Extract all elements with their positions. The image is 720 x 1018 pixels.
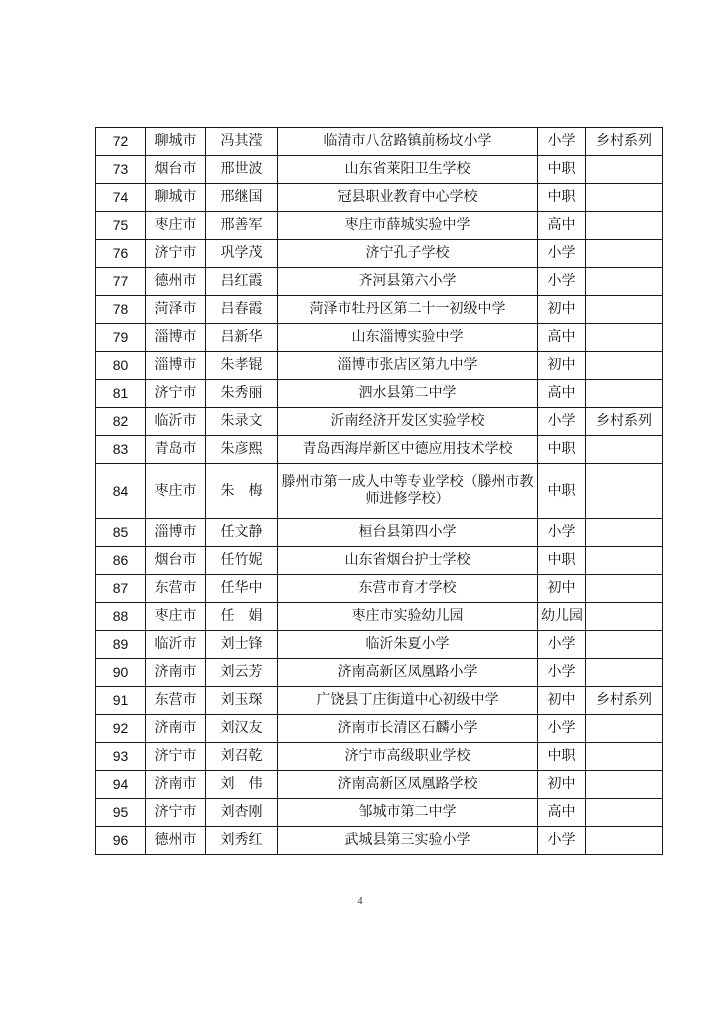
row-number: 83 <box>96 436 146 464</box>
school-cell: 枣庄市薛城实验中学 <box>278 212 538 240</box>
teacher-name-cell: 邢继国 <box>206 184 278 212</box>
school-cell: 桓台县第四小学 <box>278 519 538 547</box>
row-number: 96 <box>96 827 146 855</box>
note-cell <box>586 156 663 184</box>
table-row <box>96 408 663 436</box>
school-cell: 济宁市高级职业学校 <box>278 743 538 771</box>
school-level-cell: 小学 <box>538 408 586 436</box>
row-number: 86 <box>96 547 146 575</box>
city-cell: 枣庄市 <box>146 603 206 631</box>
teacher-list-table <box>95 127 663 855</box>
school-cell: 广饶县丁庄街道中心初级中学 <box>278 687 538 715</box>
school-level-cell: 小学 <box>538 128 586 156</box>
row-number: 95 <box>96 799 146 827</box>
table-row <box>96 128 663 156</box>
school-level-cell: 中职 <box>538 464 586 519</box>
school-cell: 枣庄市实验幼儿园 <box>278 603 538 631</box>
school-level-cell: 初中 <box>538 687 586 715</box>
school-level-cell: 中职 <box>538 184 586 212</box>
city-cell: 菏泽市 <box>146 296 206 324</box>
row-number: 92 <box>96 715 146 743</box>
row-number: 93 <box>96 743 146 771</box>
city-cell: 淄博市 <box>146 519 206 547</box>
teacher-name-cell: 任 娟 <box>206 603 278 631</box>
teacher-name-cell: 任竹妮 <box>206 547 278 575</box>
table-row <box>96 715 663 743</box>
teacher-name-cell: 朱秀丽 <box>206 380 278 408</box>
school-level-cell: 小学 <box>538 268 586 296</box>
note-cell <box>586 464 663 519</box>
school-level-cell: 初中 <box>538 352 586 380</box>
city-cell: 聊城市 <box>146 184 206 212</box>
school-level-cell: 初中 <box>538 771 586 799</box>
table-row <box>96 352 663 380</box>
school-cell: 菏泽市牡丹区第二十一初级中学 <box>278 296 538 324</box>
note-cell <box>586 827 663 855</box>
row-number: 81 <box>96 380 146 408</box>
row-number: 90 <box>96 659 146 687</box>
row-number: 82 <box>96 408 146 436</box>
table-body <box>96 128 663 855</box>
note-cell <box>586 268 663 296</box>
teacher-name-cell: 冯其滢 <box>206 128 278 156</box>
school-cell: 山东省烟台护士学校 <box>278 547 538 575</box>
city-cell: 临沂市 <box>146 631 206 659</box>
school-cell: 滕州市第一成人中等专业学校（滕州市教师进修学校） <box>278 464 538 519</box>
city-cell: 济宁市 <box>146 743 206 771</box>
school-cell: 临沂朱夏小学 <box>278 631 538 659</box>
school-cell: 济南市长清区石麟小学 <box>278 715 538 743</box>
table-row <box>96 240 663 268</box>
row-number: 76 <box>96 240 146 268</box>
row-number: 72 <box>96 128 146 156</box>
city-cell: 德州市 <box>146 827 206 855</box>
table-row <box>96 659 663 687</box>
school-cell: 武城县第三实验小学 <box>278 827 538 855</box>
table-row <box>96 380 663 408</box>
note-cell <box>586 547 663 575</box>
city-cell: 聊城市 <box>146 128 206 156</box>
city-cell: 淄博市 <box>146 324 206 352</box>
school-level-cell: 小学 <box>538 659 586 687</box>
school-level-cell: 中职 <box>538 156 586 184</box>
school-level-cell: 中职 <box>538 547 586 575</box>
table-row <box>96 156 663 184</box>
row-number: 73 <box>96 156 146 184</box>
teacher-name-cell: 刘 伟 <box>206 771 278 799</box>
row-number: 88 <box>96 603 146 631</box>
school-level-cell: 小学 <box>538 631 586 659</box>
teacher-name-cell: 邢善军 <box>206 212 278 240</box>
note-cell <box>586 631 663 659</box>
city-cell: 烟台市 <box>146 156 206 184</box>
page-number: 4 <box>357 896 363 907</box>
school-level-cell: 中职 <box>538 436 586 464</box>
city-cell: 临沂市 <box>146 408 206 436</box>
note-cell: 乡村系列 <box>586 687 663 715</box>
school-level-cell: 中职 <box>538 743 586 771</box>
school-level-cell: 小学 <box>538 240 586 268</box>
table-row <box>96 464 663 519</box>
teacher-name-cell: 刘召乾 <box>206 743 278 771</box>
school-cell: 济宁孔子学校 <box>278 240 538 268</box>
note-cell <box>586 212 663 240</box>
table-row <box>96 324 663 352</box>
note-cell <box>586 519 663 547</box>
table-row <box>96 268 663 296</box>
row-number: 77 <box>96 268 146 296</box>
school-cell: 东营市育才学校 <box>278 575 538 603</box>
table-row <box>96 771 663 799</box>
city-cell: 德州市 <box>146 268 206 296</box>
school-level-cell: 小学 <box>538 715 586 743</box>
school-cell: 泗水县第二中学 <box>278 380 538 408</box>
note-cell <box>586 715 663 743</box>
note-cell <box>586 380 663 408</box>
city-cell: 烟台市 <box>146 547 206 575</box>
city-cell: 济南市 <box>146 659 206 687</box>
table-row <box>96 743 663 771</box>
teacher-name-cell: 刘士锋 <box>206 631 278 659</box>
table-row <box>96 296 663 324</box>
school-level-cell: 高中 <box>538 380 586 408</box>
school-level-cell: 高中 <box>538 212 586 240</box>
school-level-cell: 小学 <box>538 519 586 547</box>
school-cell: 山东省莱阳卫生学校 <box>278 156 538 184</box>
school-cell: 淄博市张店区第九中学 <box>278 352 538 380</box>
school-level-cell: 初中 <box>538 296 586 324</box>
school-cell: 青岛西海岸新区中德应用技术学校 <box>278 436 538 464</box>
city-cell: 青岛市 <box>146 436 206 464</box>
row-number: 85 <box>96 519 146 547</box>
table-row <box>96 687 663 715</box>
school-cell: 邹城市第二中学 <box>278 799 538 827</box>
city-cell: 济宁市 <box>146 799 206 827</box>
school-level-cell: 高中 <box>538 324 586 352</box>
teacher-name-cell: 巩学茂 <box>206 240 278 268</box>
note-cell <box>586 603 663 631</box>
row-number: 80 <box>96 352 146 380</box>
row-number: 94 <box>96 771 146 799</box>
note-cell <box>586 771 663 799</box>
city-cell: 枣庄市 <box>146 212 206 240</box>
table-row <box>96 547 663 575</box>
table-row <box>96 603 663 631</box>
city-cell: 济宁市 <box>146 380 206 408</box>
row-number: 84 <box>96 464 146 519</box>
city-cell: 淄博市 <box>146 352 206 380</box>
teacher-name-cell: 吕新华 <box>206 324 278 352</box>
teacher-name-cell: 吕红霞 <box>206 268 278 296</box>
school-cell: 山东淄博实验中学 <box>278 324 538 352</box>
school-level-cell: 幼儿园 <box>538 603 586 631</box>
city-cell: 枣庄市 <box>146 464 206 519</box>
note-cell <box>586 659 663 687</box>
school-level-cell: 高中 <box>538 799 586 827</box>
teacher-name-cell: 朱 梅 <box>206 464 278 519</box>
teacher-name-cell: 刘云芳 <box>206 659 278 687</box>
teacher-name-cell: 任文静 <box>206 519 278 547</box>
table-row <box>96 575 663 603</box>
table-row <box>96 212 663 240</box>
table-row <box>96 631 663 659</box>
row-number: 75 <box>96 212 146 240</box>
table-row <box>96 436 663 464</box>
teacher-name-cell: 刘玉琛 <box>206 687 278 715</box>
teacher-name-cell: 朱孝锟 <box>206 352 278 380</box>
note-cell <box>586 296 663 324</box>
table-row <box>96 799 663 827</box>
teacher-name-cell: 刘汉友 <box>206 715 278 743</box>
table-row <box>96 827 663 855</box>
teacher-name-cell: 任华中 <box>206 575 278 603</box>
note-cell <box>586 743 663 771</box>
row-number: 79 <box>96 324 146 352</box>
school-cell: 济南高新区凤凰路学校 <box>278 771 538 799</box>
note-cell <box>586 436 663 464</box>
city-cell: 济宁市 <box>146 240 206 268</box>
city-cell: 济南市 <box>146 771 206 799</box>
city-cell: 东营市 <box>146 575 206 603</box>
row-number: 74 <box>96 184 146 212</box>
teacher-name-cell: 邢世波 <box>206 156 278 184</box>
note-cell: 乡村系列 <box>586 128 663 156</box>
school-cell: 济南高新区凤凰路小学 <box>278 659 538 687</box>
city-cell: 东营市 <box>146 687 206 715</box>
note-cell: 乡村系列 <box>586 408 663 436</box>
school-cell: 齐河县第六小学 <box>278 268 538 296</box>
note-cell <box>586 240 663 268</box>
note-cell <box>586 184 663 212</box>
table-row <box>96 519 663 547</box>
row-number: 89 <box>96 631 146 659</box>
city-cell: 济南市 <box>146 715 206 743</box>
school-cell: 临清市八岔路镇前杨坟小学 <box>278 128 538 156</box>
school-cell: 冠县职业教育中心学校 <box>278 184 538 212</box>
teacher-name-cell: 吕春霞 <box>206 296 278 324</box>
note-cell <box>586 352 663 380</box>
school-cell: 沂南经济开发区实验学校 <box>278 408 538 436</box>
school-level-cell: 初中 <box>538 575 586 603</box>
note-cell <box>586 575 663 603</box>
table-row <box>96 184 663 212</box>
note-cell <box>586 799 663 827</box>
row-number: 78 <box>96 296 146 324</box>
teacher-name-cell: 刘秀红 <box>206 827 278 855</box>
teacher-name-cell: 刘杏刚 <box>206 799 278 827</box>
school-level-cell: 小学 <box>538 827 586 855</box>
teacher-name-cell: 朱彦熙 <box>206 436 278 464</box>
row-number: 87 <box>96 575 146 603</box>
note-cell <box>586 324 663 352</box>
teacher-name-cell: 朱录文 <box>206 408 278 436</box>
row-number: 91 <box>96 687 146 715</box>
